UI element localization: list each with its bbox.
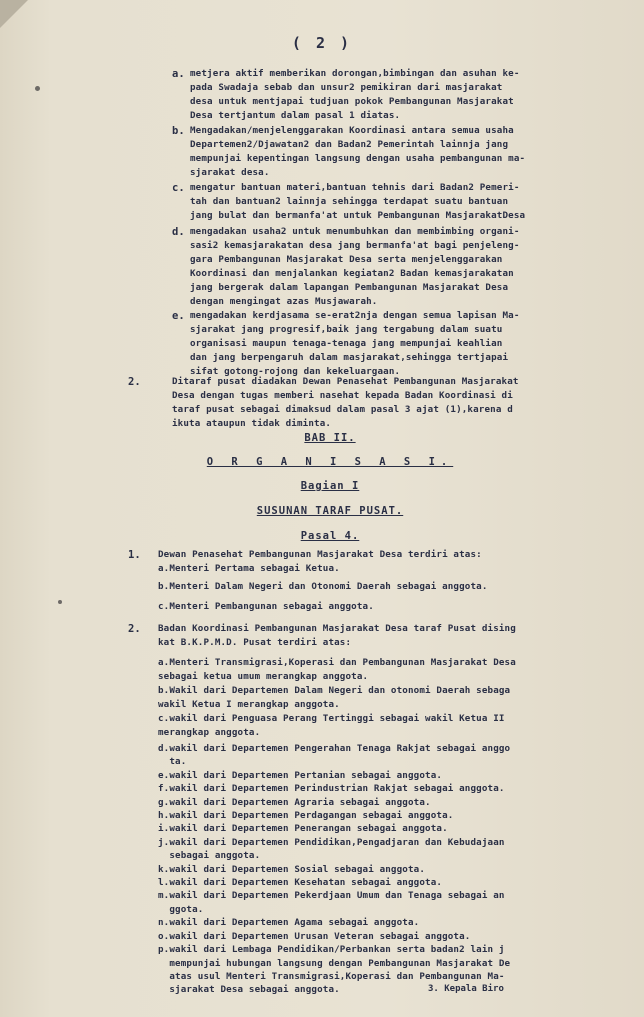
item-c-marker: c.: [172, 182, 185, 194]
item-e-text: mengadakan kerdjasama se-erat2nja dengan semua lapisan Ma- sjarakat jang progresif,baik jang tergabung dalam suatu organisasi maupun tenaga-tenaga jang mempunjai keahlian dan jang berpengaruh dalam masjarakat,sehingga tertjapai sifat gotong-rojong dan kekeluargaan.: [190, 310, 520, 377]
pasal4-item-1-text: Dewan Penasehat Pembangunan Masjarakat Desa terdiri atas: a.Menteri Pertama sebagai Ketua.: [158, 549, 482, 574]
item-c-text: mengatur bantuan materi,bantuan tehnis dari Badan2 Pemeri- tah dan bantuan2 lainnja sehingga terdapat suatu bantuan jang bulat dan bermanfa'at untuk Pembangunan MasjarakatDesa: [190, 182, 526, 221]
pasal4-item-2-members: d.wakil dari Departemen Pengerahan Tenaga Rakjat sebagai anggo ta. e.wakil dari Departemen Pertanian sebagai anggota. f.wakil dari Departemen Perindustrian Rakjat sebagai anggota. g.wakil dari Departemen Agraria sebagai anggota. h.wakil dari Departemen Perdagangan sebagai anggota. i.wakil dari Departemen Penerangan sebagai anggota. j.wakil dari Departemen Pendidikan,Pengadjaran dan Kebudajaan sebagai anggota. k.wakil dari Departemen Sosial sebagai anggota. l.wakil dari Departemen Kesehatan sebagai anggota. m.wakil dari Departemen Pekerdjaan Umum dan Tenaga sebagai an ggota. n.wakil dari Departemen Agama sebagai anggota. o.wakil dari Departemen Urusan Veteran sebagai anggota. p.wakil dari Lembaga Pendidikan/Perbankan serta badan2 lain j mempunjai hubungan langsung dengan Pembangunan Masjarakat De atas usul Menteri Transmigrasi,Koperasi dan Pembangunan Ma- sjarakat Desa sebagai anggota.: [158, 743, 511, 996]
item-a-text: metjera aktif memberikan dorongan,bimbingan dan asuhan ke- pada Swadaja sebab dan unsur2 pemikiran dari masjarakat desa untuk mentjapai tudjuan pokok Pembangunan Masjarakat Desa tertjantum dalam pasal 1 diatas.: [190, 68, 520, 121]
heading-bagian: Bagian I: [300, 480, 360, 492]
pasal4-item-1-c: c.Menteri Pembangunan sebagai anggota.: [158, 601, 374, 612]
item-b-marker: b.: [172, 125, 185, 137]
pasal4-item-1-b: b.Menteri Dalam Negeri dan Otonomi Daerah sebagai anggota.: [158, 581, 488, 592]
pasal4-item-2-text: Badan Koordinasi Pembangunan Masjarakat Desa taraf Pusat dising kat B.K.P.M.D. Pusat terdiri atas:: [158, 623, 516, 648]
item-d-text: mengadakan usaha2 untuk menumbuhkan dan membimbing organi- sasi2 kemasjarakatan desa jang bermanfa'at bagi penjeleng- gara Pembangunan Masjarakat Desa serta menjelenggarakan Koordinasi dan menjalankan kegiatan2 Badan kemasjarakatan jang bergerak dalam lapangan Pembangunan Masjarakat Desa dengan mengingat azas Musjawarah.: [190, 226, 520, 307]
pasal4-item-2-marker: 2.: [128, 623, 141, 635]
pasal4-item-2-c: c.wakil dari Penguasa Perang Tertinggi sebagai wakil Ketua II merangkap anggota.: [158, 713, 505, 738]
item-2-marker: 2.: [128, 376, 141, 388]
item-b-text: Mengadakan/menjelenggarakan Koordinasi antara semua usaha Departemen2/Djawatan2 dan Badan2 Pemerintah lainnja jang mempunjai kepentingan langsung dengan usaha pembangunan ma- sjarakat desa.: [190, 125, 526, 178]
pasal4-item-1-marker: 1.: [128, 549, 141, 561]
heading-susunan: SUSUNAN TARAF PUSAT.: [256, 505, 404, 517]
item-2-text: Ditaraf pusat diadakan Dewan Penasehat Pembangunan Masjarakat Desa dengan tugas memberi nasehat kepada Badan Koordinasi di taraf pusat sebagai dimaksud dalam pasal 3 ajat (1),karena d ikuta ataupun tidak diminta.: [172, 376, 519, 429]
pasal4-item-2-a-b: a.Menteri Transmigrasi,Koperasi dan Pembangunan Masjarakat Desa sebagai ketua umum merangkap anggota. b.Wakil dari Departemen Dalam Negeri dan otonomi Daerah sebaga wakil Ketua I merangkap anggota.: [158, 657, 516, 710]
continuation-footer: 3. Kepala Biro: [428, 984, 504, 994]
item-e-marker: e.: [172, 310, 185, 322]
folded-corner: [0, 0, 28, 28]
ink-speck-mark: [58, 600, 62, 604]
heading-bab: BAB II.: [304, 432, 356, 444]
item-a-marker: a.: [172, 68, 185, 80]
item-d-marker: d.: [172, 226, 185, 238]
page-number: ( 2 ): [291, 34, 353, 52]
heading-organisasi: O R G A N I S A S I.: [206, 456, 454, 468]
heading-pasal: Pasal 4.: [300, 530, 360, 542]
punch-hole-mark: [35, 86, 40, 91]
